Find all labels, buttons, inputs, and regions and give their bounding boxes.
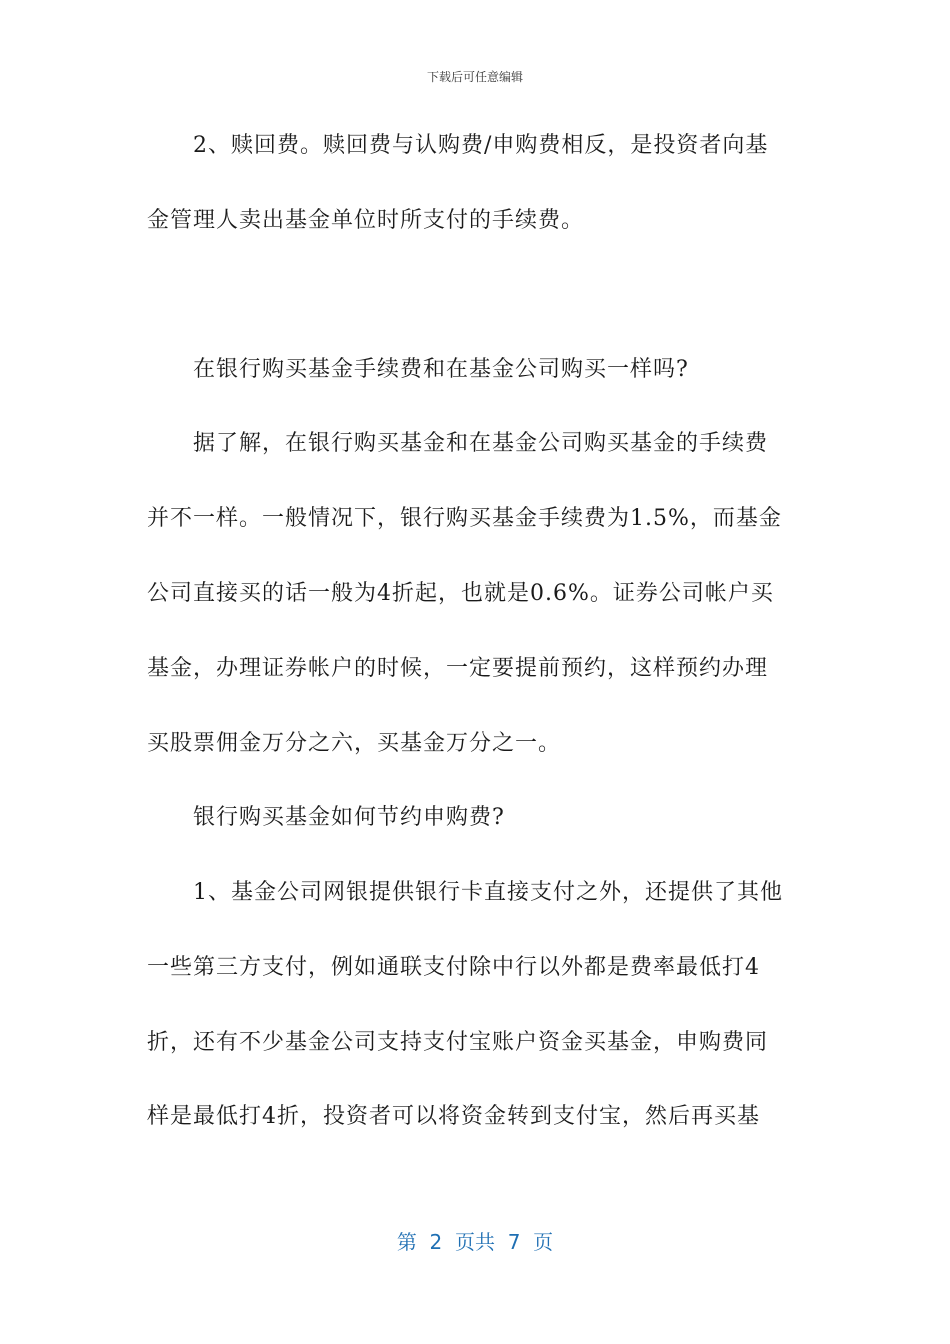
paragraph-line: 据了解，在银行购买基金和在基金公司购买基金的手续费: [193, 431, 769, 456]
paragraph-line: 一些第三方支付，例如通联支付除中行以外都是费率最低打4: [147, 955, 760, 980]
paragraph-line: 金管理人卖出基金单位时所支付的手续费。: [147, 208, 585, 233]
paragraph-line: 2、赎回费。赎回费与认购费/申购费相反，是投资者向基: [193, 133, 769, 158]
paragraph-line: 折，还有不少基金公司支持支付宝账户资金买基金，申购费同: [147, 1030, 769, 1055]
page-number-footer: 第 2 页共 7 页: [396, 1230, 554, 1254]
paragraph-line: 买股票佣金万分之六，买基金万分之一。: [147, 731, 562, 756]
paragraph-line: 公司直接买的话一般为4折起，也就是0.6%。证券公司帐户买: [147, 581, 774, 606]
paragraph-line: 1、基金公司网银提供银行卡直接支付之外，还提供了其他: [193, 880, 783, 905]
paragraph-line: 样是最低打4折，投资者可以将资金转到支付宝，然后再买基: [147, 1104, 760, 1129]
paragraph-line: 并不一样。一般情况下，银行购买基金手续费为1.5%，而基金: [147, 506, 782, 531]
section-heading: 银行购买基金如何节约申购费?: [193, 805, 505, 830]
paragraph-line: 基金，办理证券帐户的时候，一定要提前预约，这样预约办理: [147, 656, 769, 681]
section-heading: 在银行购买基金手续费和在基金公司购买一样吗?: [193, 357, 689, 382]
page-header-note: 下载后可任意编辑: [426, 70, 523, 84]
